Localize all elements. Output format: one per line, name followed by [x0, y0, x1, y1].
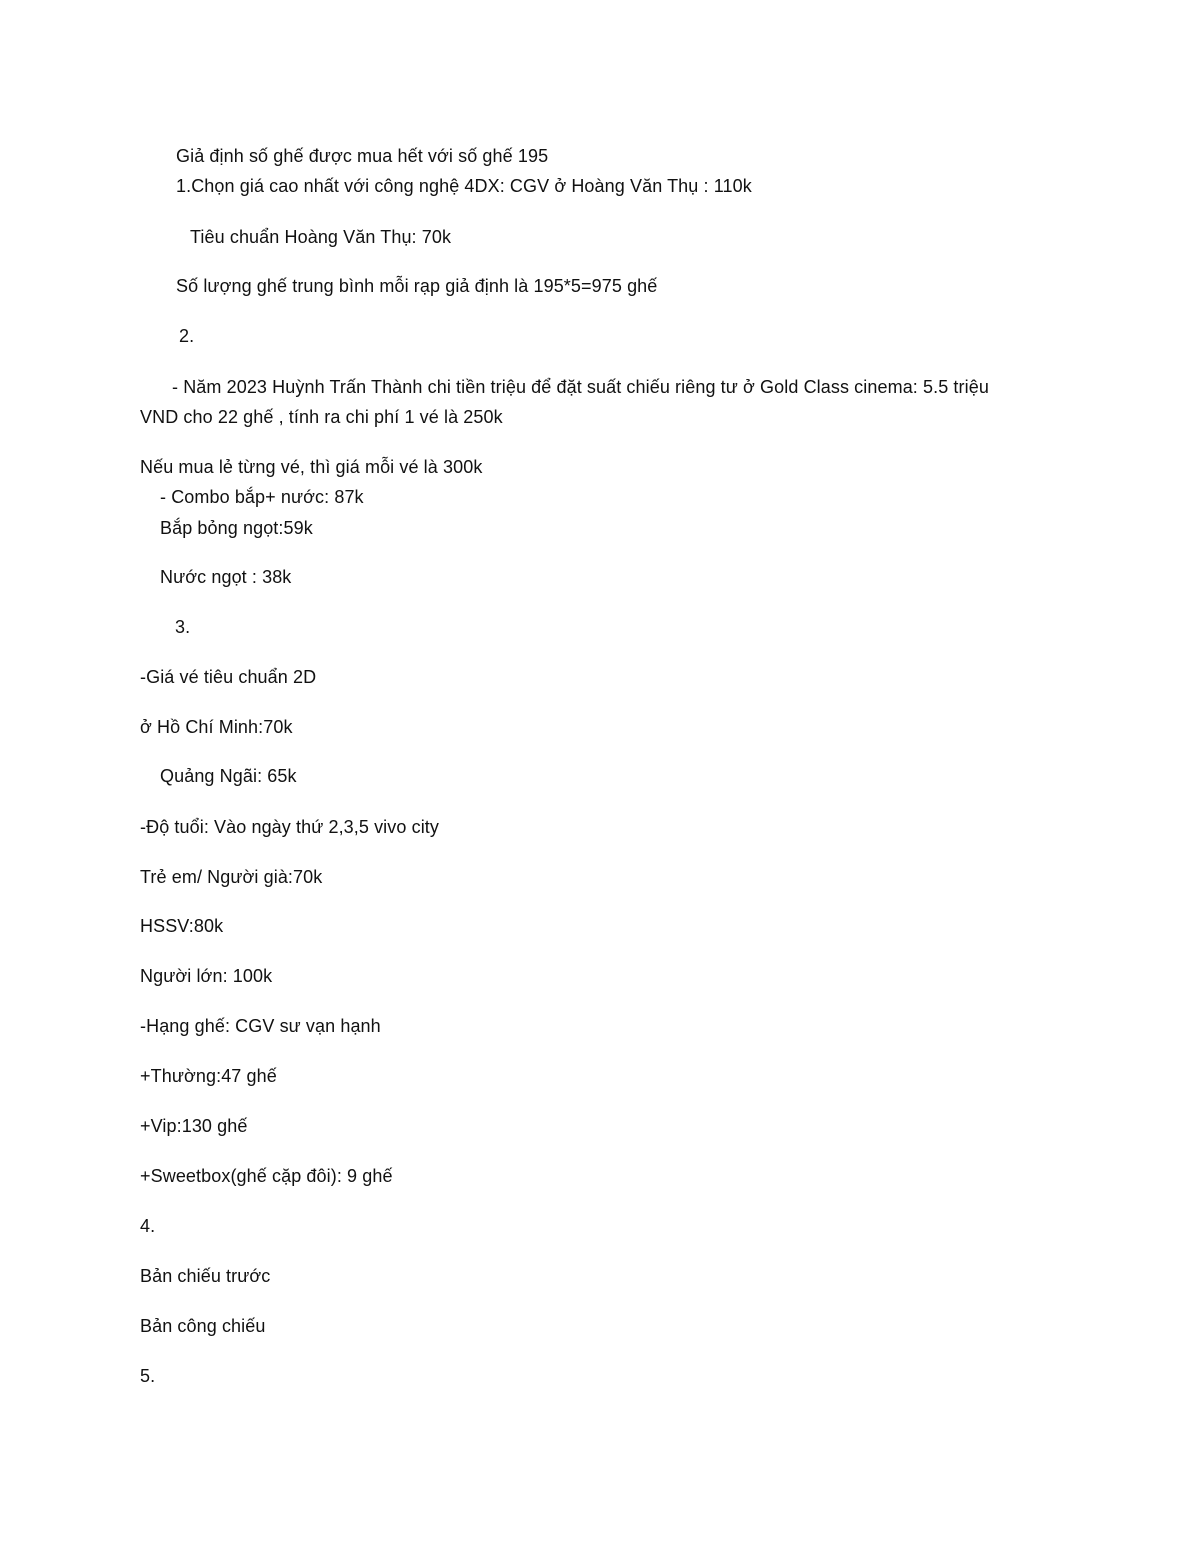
text-line: 4. — [140, 1216, 156, 1236]
text-line: Giả định số ghế được mua hết với số ghế 195 — [176, 146, 549, 166]
text-line: - Combo bắp+ nước: 87k — [160, 487, 364, 507]
text-line: Trẻ em/ Người già:70k — [140, 867, 323, 887]
text-line: Tiêu chuẩn Hoàng Văn Thụ: 70k — [190, 227, 452, 247]
text-line: 5. — [140, 1366, 156, 1386]
text-line: -Hạng ghế: CGV sư vạn hạnh — [140, 1016, 381, 1036]
text-line: Số lượng ghế trung bình mỗi rạp giả định là 195*5=975 ghế — [176, 276, 658, 296]
text-line: ở Hồ Chí Minh:70k — [140, 717, 293, 737]
text-line: HSSV:80k — [140, 916, 224, 936]
text-line: +Thường:47 ghế — [140, 1066, 277, 1086]
text-line: 1.Chọn giá cao nhất với công nghệ 4DX: CGV ở Hoàng Văn Thụ : 110k — [176, 176, 752, 196]
text-line: +Sweetbox(ghế cặp đôi): 9 ghế — [140, 1166, 393, 1186]
text-line: 3. — [175, 617, 191, 637]
text-line: - Năm 2023 Huỳnh Trấn Thành chi tiền triệu để đặt suất chiếu riêng tư ở Gold Class cinema: 5.5 triệu — [172, 377, 989, 397]
text-line: Bản công chiếu — [140, 1316, 266, 1336]
text-line: -Độ tuổi: Vào ngày thứ 2,3,5 vivo city — [140, 817, 439, 837]
text-line: Quảng Ngãi: 65k — [160, 766, 297, 786]
text-line: 2. — [179, 326, 195, 346]
text-line: Người lớn: 100k — [140, 966, 273, 986]
text-line: Bản chiếu trước — [140, 1266, 271, 1286]
text-line: Nước ngọt : 38k — [160, 567, 292, 587]
text-line: VND cho 22 ghế , tính ra chi phí 1 vé là 250k — [140, 407, 503, 427]
text-line: Bắp bỏng ngọt:59k — [160, 518, 313, 538]
text-line: Nếu mua lẻ từng vé, thì giá mỗi vé là 300k — [140, 457, 483, 477]
text-line: +Vip:130 ghế — [140, 1116, 248, 1136]
text-line: -Giá vé tiêu chuẩn 2D — [140, 667, 317, 687]
